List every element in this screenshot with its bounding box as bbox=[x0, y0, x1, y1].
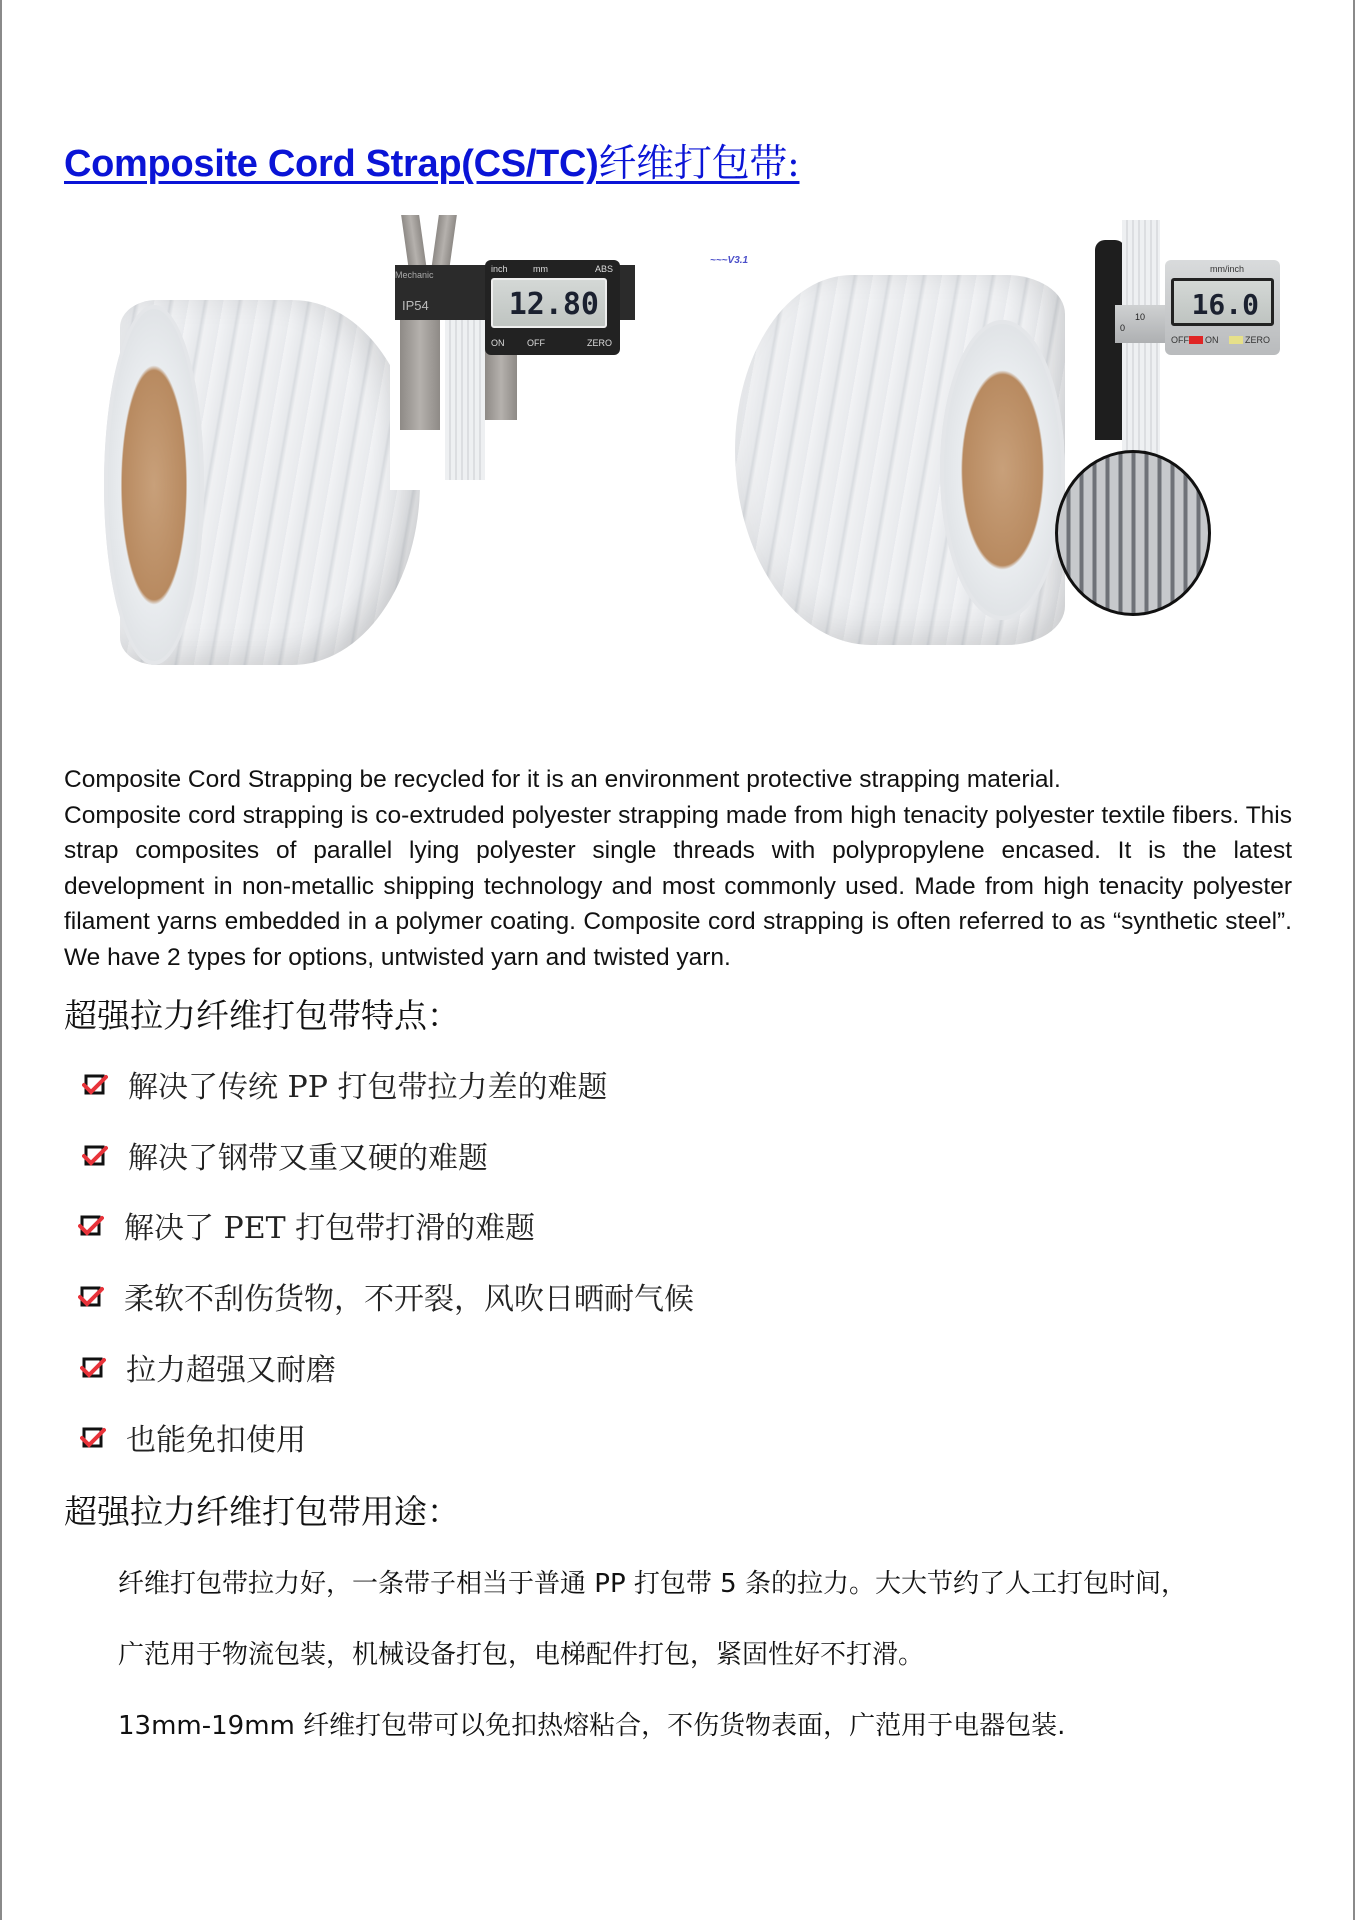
caliper-reading: 16.0 bbox=[1171, 278, 1274, 326]
feature-item bbox=[82, 1133, 488, 1177]
caliper-button-on: ON bbox=[491, 338, 505, 348]
caliper-red-button bbox=[1189, 336, 1203, 344]
product-photo-roll-12mm bbox=[100, 205, 630, 655]
feature-text: 也能免扣使用 bbox=[126, 1423, 306, 1458]
checkbox-checked-icon bbox=[80, 1354, 106, 1380]
feature-text: 解决了 PET 打包带打滑的难题 bbox=[124, 1211, 536, 1246]
caliper-button-zero: ZERO bbox=[1245, 335, 1271, 345]
caliper-display-housing bbox=[485, 260, 620, 355]
page-border-left bbox=[0, 0, 2, 1920]
checkbox-checked-icon bbox=[82, 1142, 108, 1168]
strap-sample bbox=[1122, 220, 1160, 470]
uses-heading: 超强拉力纤维打包带用途： bbox=[64, 1492, 460, 1531]
document-title bbox=[64, 132, 799, 187]
title-english: Composite Cord Strap(CS/TC) bbox=[64, 143, 599, 185]
caliper-button-on: ON bbox=[1205, 335, 1219, 345]
feature-item bbox=[78, 1274, 694, 1318]
checkbox-checked-icon bbox=[82, 1071, 108, 1097]
strap-texture-zoom-circle bbox=[1055, 450, 1211, 616]
description bbox=[64, 762, 1292, 976]
caliper-photo-16mm bbox=[1065, 220, 1280, 470]
caliper-reading: 12.80 bbox=[491, 278, 607, 328]
title-chinese: 纤维打包带: bbox=[598, 141, 800, 185]
checkbox-checked-icon bbox=[80, 1424, 106, 1450]
strap-roll-side bbox=[940, 320, 1065, 620]
use-line: 纤维打包带拉力好，一条带子相当于普通 PP 打包带 5 条的拉力。大大节约了人工打包时间， bbox=[118, 1569, 1187, 1599]
description-body: Composite cord strapping is co-extruded polyester strapping made from high tenacity polyester textile fibers. This strap composites of parallel lying polyester single threads with polypropylene encased. It is the latest development in non-metallic shipping technology and most commonly used. Made from high tenacity polyester filament yarns embedded in a polymer coating. Composite cord strapping is often referred to as “synthetic steel”. We have 2 types for options, untwisted yarn and twisted yarn. bbox=[64, 801, 1292, 971]
page-border-right bbox=[1353, 0, 1355, 1920]
strap-roll-side bbox=[104, 305, 204, 665]
feature-item bbox=[80, 1415, 306, 1459]
checkbox-checked-icon bbox=[78, 1283, 104, 1309]
caliper-button-off: OFF bbox=[1171, 335, 1189, 345]
feature-item bbox=[78, 1203, 535, 1247]
caliper-button-off: OFF bbox=[527, 338, 545, 348]
use-line: 广范用于物流包装，机械设备打包，电梯配件打包，紧固性好不打滑。 bbox=[118, 1640, 925, 1670]
feature-item bbox=[82, 1062, 607, 1106]
caliper-scale-10: 10 bbox=[1135, 312, 1146, 322]
caliper-button-zero: ZERO bbox=[587, 338, 613, 348]
caliper-button-inch: inch bbox=[491, 264, 508, 274]
checkbox-checked-icon bbox=[78, 1212, 104, 1238]
caliper-button-mm-inch: mm/inch bbox=[1210, 264, 1245, 274]
feature-item bbox=[80, 1345, 336, 1389]
use-line: 13mm-19mm 纤维打包带可以免扣热熔粘合，不伤货物表面，广范用于电器包装. bbox=[118, 1711, 1066, 1741]
feature-text: 解决了传统 PP 打包带拉力差的难题 bbox=[128, 1070, 608, 1105]
caliper-display-housing bbox=[1165, 260, 1280, 355]
caliper-button-mm: mm bbox=[533, 264, 548, 274]
strap-sample bbox=[445, 320, 485, 480]
caliper-button-abs: ABS bbox=[595, 264, 614, 274]
caliper-yellow-button bbox=[1229, 336, 1243, 344]
caliper-rating: IP54 bbox=[402, 298, 429, 313]
product-photo-roll-16mm bbox=[690, 205, 1280, 655]
feature-text: 解决了钢带又重又硬的难题 bbox=[128, 1141, 488, 1176]
caliper-photo-12mm bbox=[390, 210, 630, 490]
caliper-scale-0: 0 bbox=[1120, 323, 1126, 333]
watermark-stamp: ~~~V3.1 bbox=[710, 255, 749, 266]
caliper-brand: Mechanic bbox=[395, 270, 434, 280]
features-heading: 超强拉力纤维打包带特点： bbox=[64, 996, 460, 1035]
description-line-1: Composite Cord Strapping be recycled for it is an environment protective strapping material. bbox=[64, 766, 1061, 793]
feature-text: 柔软不刮伤货物，不开裂，风吹日晒耐气候 bbox=[124, 1282, 694, 1317]
feature-text: 拉力超强又耐磨 bbox=[126, 1353, 336, 1388]
